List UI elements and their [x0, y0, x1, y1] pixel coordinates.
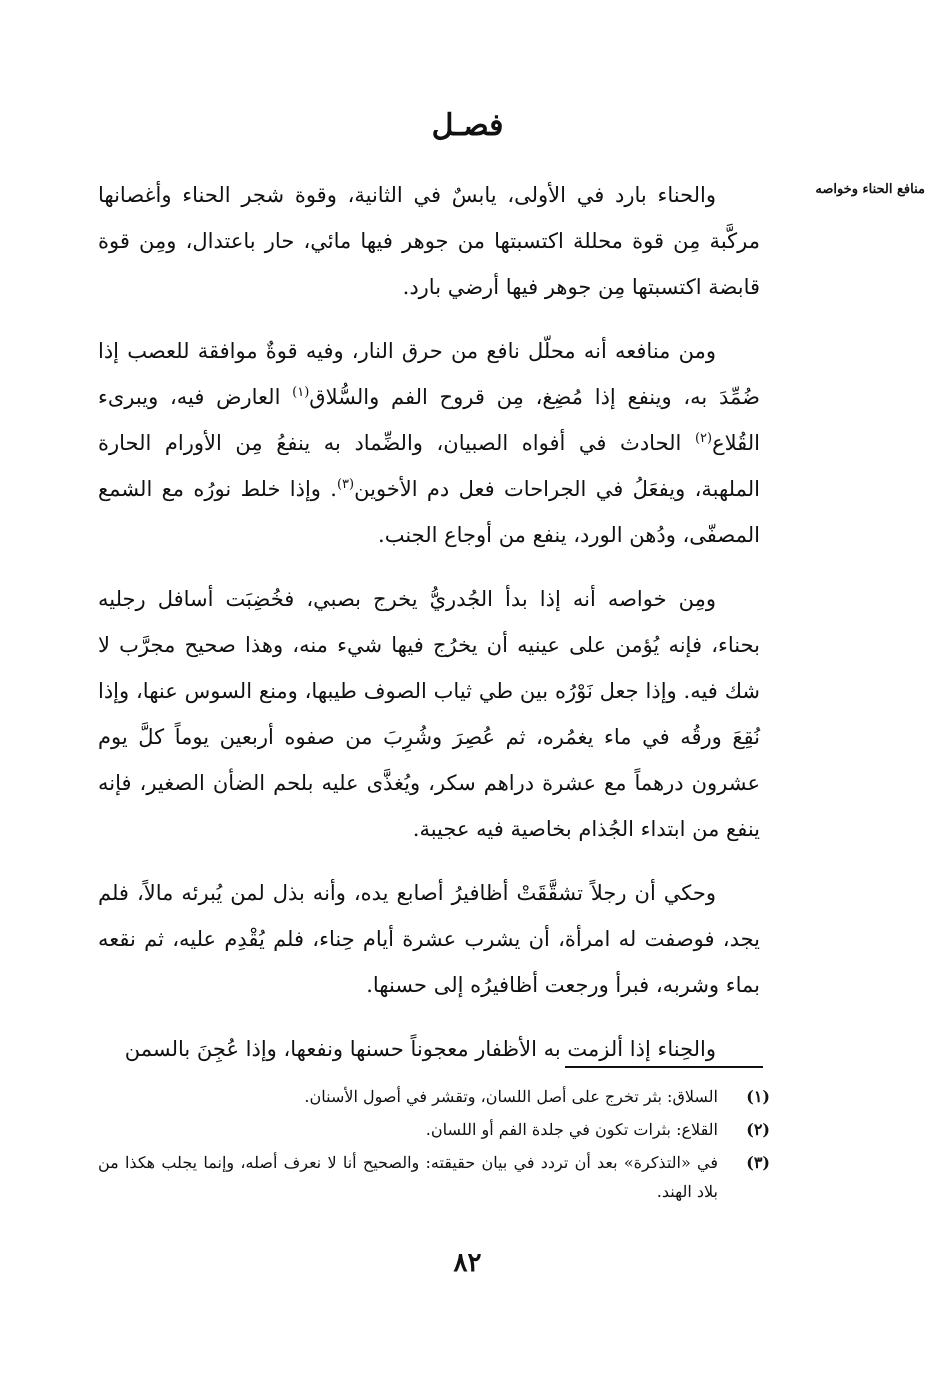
- paragraph-2: [98, 328, 760, 558]
- page-number: ٨٢: [453, 1248, 482, 1278]
- margin-note: منافع الحناء وخواصه: [815, 182, 925, 197]
- paragraph-text: والحِناء إذا ألزمت به الأظفار معجوناً حسنها ونفعها، وإذا عُجِنَ بالسمن: [124, 1037, 716, 1061]
- footnote-text: في «التذكرة» بعد أن تردد في بيان حقيقته: والصحيح أنا لا نعرف أصله، وإنما يجلب هكذا من بلاد الهند.: [98, 1153, 718, 1201]
- paragraph-text: . وإذا خلط نورُه مع الشمع المصفّى، ودُهن الورد، ينفع من أوجاع الجنب.: [98, 477, 760, 547]
- footnote-text: السلاق: بثر تخرج على أصل اللسان، وتقشر في أصول الأسنان.: [304, 1087, 718, 1106]
- paragraph-text: ومن منافعه أنه محلّل نافع من حرق النار، وفيه قوةٌ موافقة للعصب إذا ضُمِّدَ به، وينفع إذا مُضِغ، مِن قروح الفم والسُّلاق: [98, 339, 760, 409]
- footnote-text: القلاع: بثرات تكون في جلدة الفم أو اللسان.: [425, 1120, 718, 1139]
- footnote-number: (١): [746, 1087, 770, 1106]
- footnotes-list: [98, 1082, 770, 1210]
- paragraph-text: ومِن خواصه أنه إذا بدأ الجُدريُّ يخرج بصبي، فخُضِبَت أسافل رجليه بحناء، فإنه يُؤمن على عينيه أن يخرُج فيها شيء منه، وهذا صحيح مجرَّب لا شك فيه. وإذا جعل نَوْرُه بين طي ثياب الصوف طيبها، ومنع السوس عنها، وإذا نُقِعَ ورقُه في ماء يغمُره، ثم عُصِرَ وشُرِبَ من صفوه أربعين يوماً كلَّ يوم عشرون درهماً مع عشرة دراهم سكر، ويُغذَّى عليه بلحم الضأن الصغير، فإنه ينفع من ابتداء الجُذام بخاصية فيه عجيبة.: [98, 587, 760, 841]
- footnote-marker-1[interactable]: (١): [292, 385, 310, 400]
- footnote-marker-2[interactable]: (٢): [694, 431, 713, 446]
- footnote-item: [98, 1148, 770, 1206]
- paragraph-text: والحناء بارد في الأولى، يابسٌ في الثانية، وقوة شجر الحناء وأغصانها مركَّبة مِن قوة محللة اكتسبتها من جوهر فيها مائي، حار باعتدال، ومِن قوة قابضة اكتسبتها مِن جوهر فيها أرضي بارد.: [98, 183, 760, 299]
- footnote-item: [98, 1115, 770, 1144]
- chapter-title: فصـل: [431, 108, 504, 143]
- paragraph-3: [98, 576, 760, 852]
- footnote-marker-3[interactable]: (٣): [336, 477, 355, 492]
- paragraph-1: [98, 172, 760, 310]
- footnote-item: [98, 1082, 770, 1111]
- footnote-divider: [565, 1066, 763, 1068]
- paragraph-4: [98, 870, 760, 1008]
- footnote-number: (٣): [746, 1153, 770, 1172]
- footnote-number: (٢): [746, 1120, 770, 1139]
- paragraph-text: العارض فيه، ويبرىء القُلاع: [98, 385, 760, 455]
- paragraph-text: الحادث في أفواه الصبيان، والضِّماد به ينفعُ مِن الأورام الحارة الملهبة، ويفعَلُ في الجراحات فعل دم الأخوين: [98, 431, 760, 501]
- paragraph-text: وحكي أن رجلاً تشقَّقَتْ أظافيرُ أصابع يده، وأنه بذل لمن يُبرئه مالاً، فلم يجد، فوصفت له امرأة، أن يشرب عشرة أيام حِناء، فلم يُقْدِم عليه، ثم نقعه بماء وشربه، فبرأ ورجعت أظافيرُه إلى حسنها.: [98, 881, 760, 997]
- body-text: [98, 172, 760, 1072]
